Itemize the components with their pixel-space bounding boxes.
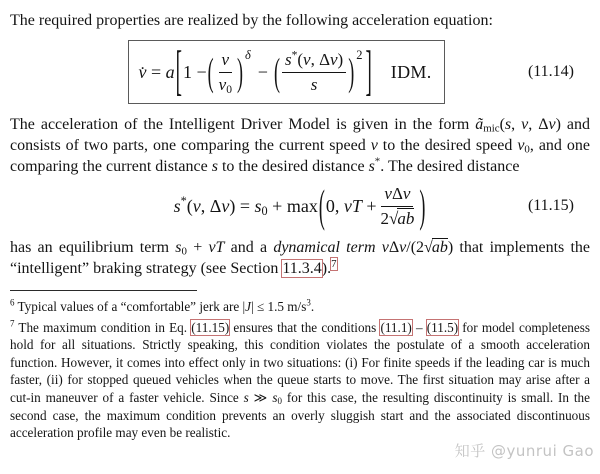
left-bracket: [ <box>175 41 182 103</box>
text-run: ) <box>337 50 344 70</box>
left-paren: ( <box>273 50 280 94</box>
footnote-marker: 6 <box>10 297 15 308</box>
text-run: v <box>221 50 230 70</box>
text-run: v̇ <box>138 61 147 82</box>
text-run: The acceleration of the Intelligent Driver Model is given in the form <box>10 116 476 133</box>
text-run: * <box>291 48 298 62</box>
text-run: ab <box>397 208 415 228</box>
text-run: has an equilibrium term <box>10 239 176 256</box>
footnote-7 <box>10 319 590 442</box>
eq-sstar-lhs <box>173 193 318 218</box>
text-run: ) and consists of two parts, one comparing the current speed <box>10 116 591 154</box>
fraction-numerator <box>219 50 233 72</box>
text-run: 2 <box>380 208 389 228</box>
footnote-6 <box>10 298 590 316</box>
fraction-denominator <box>308 73 321 94</box>
text-run: v <box>548 116 556 133</box>
text-run: 0, <box>325 195 344 216</box>
equation-11-15-row <box>10 178 590 234</box>
text-run: for this case, the resulting discontinuity is small. In the second case, the maximum condition prevents an overly sluggish start and the associated discontinuous acceleration profile may even be realistic. <box>10 389 591 441</box>
body-paragraph-idm <box>10 114 590 177</box>
right-paren: ) <box>236 50 243 94</box>
text-run: , Δ <box>310 50 330 70</box>
text-run: Δ <box>388 239 400 256</box>
footnote-separator-rule <box>10 290 197 291</box>
left-paren: ( <box>318 181 325 231</box>
text-run: s <box>243 389 249 405</box>
text-run: = <box>146 61 166 82</box>
text-run: * <box>180 193 187 208</box>
text-run: ã <box>475 116 484 133</box>
text-run: | <box>242 299 246 314</box>
text-run: 0 <box>226 82 232 96</box>
text-run: ( <box>186 195 193 216</box>
equation-number: (11.14) <box>527 63 574 80</box>
eq-ref-link[interactable]: (11.15) <box>191 319 230 335</box>
exponent-two: 2 <box>356 48 363 63</box>
text-run: v <box>221 195 230 216</box>
text-run: s <box>211 158 218 175</box>
fraction-numerator <box>282 50 346 72</box>
text-run: s <box>310 74 318 94</box>
equation-idm-frame <box>128 40 445 103</box>
text-run: ( <box>297 50 304 70</box>
text-run: v <box>399 239 407 256</box>
text-run: v <box>402 184 411 204</box>
text-run: v <box>218 74 227 94</box>
fraction-v-over-v0 <box>216 50 235 96</box>
text-run: . The desired distance <box>380 158 520 175</box>
text-run: v <box>517 137 525 154</box>
text-run: The maximum condition in Eq. <box>14 319 192 335</box>
text-run: ≫ <box>248 389 273 405</box>
text-run: √ <box>424 239 433 256</box>
text-run: for model completeness hold for all situations. Strictly speaking, this condition violates the postulate of a smooth acceleration function. However, it comes into effect only in two situations: (i) For finite speeds if the leading car is much faster, (ii) for stopped queued vehicles when the queue starts to move. The first situation may arise after a cut-in maneuver of a faster vehicle. Since <box>10 319 591 405</box>
text-run: s <box>173 195 181 216</box>
text-run: √ <box>388 208 399 228</box>
equation-sstar-body <box>173 181 427 231</box>
text-run: + <box>361 195 377 216</box>
text-run: 0 <box>524 143 530 156</box>
text-run: 3 <box>306 297 311 308</box>
text-run: , Δ <box>528 116 549 133</box>
text-run: Δ <box>391 184 403 204</box>
text-run: a <box>165 61 175 82</box>
text-run: Typical values of a “comfortable” jerk are <box>14 299 243 314</box>
text-run: 1 − <box>182 61 207 82</box>
intro-paragraph: The required properties are realized by the following acceleration equation: <box>10 12 493 29</box>
text-run: + <box>186 239 209 256</box>
footnote-ref-link[interactable]: 7 <box>331 257 337 270</box>
text-run: v <box>330 50 338 70</box>
text-run: vT <box>208 239 225 256</box>
watermark: 知乎 @yunrui Gao <box>454 442 594 460</box>
fraction-vdv-over-2sqrtab <box>377 184 417 227</box>
text-run: v <box>192 195 201 216</box>
text-run: , and one comparing the current distance <box>10 137 591 175</box>
footnote-marker: 7 <box>10 318 15 329</box>
text-run: ) that implements the “intelligent” braking strategy (see Section <box>10 239 591 277</box>
text-run: /(2 <box>406 239 425 256</box>
text-run: ab <box>431 239 448 256</box>
text-run: – <box>411 319 427 335</box>
text-run: s <box>254 195 262 216</box>
text-run: 0 <box>181 245 187 258</box>
text-run: J <box>245 299 252 314</box>
text-run: to the desired distance <box>217 158 369 175</box>
text-run: and a <box>224 239 274 256</box>
text-run: * <box>374 155 381 168</box>
text-run: | ≤ 1.5 m/s <box>251 299 307 314</box>
exponent-delta: δ <box>244 48 251 63</box>
text-run: s <box>504 116 512 133</box>
text-run: v <box>384 184 392 204</box>
minus-operator: − <box>257 61 268 82</box>
eq-ref-link[interactable]: (11.5) <box>426 319 459 335</box>
eq-sstar-zero-vt <box>326 196 377 217</box>
text-run: ). <box>321 260 332 277</box>
right-paren: ) <box>348 50 355 94</box>
fraction-sstar-over-s <box>282 50 346 93</box>
left-paren: ( <box>207 50 214 94</box>
text-run: v <box>521 116 529 133</box>
text-run: ) = <box>229 195 255 216</box>
eq-idm-one-minus <box>183 62 207 83</box>
text-run: s <box>175 239 182 256</box>
text-run: , Δ <box>200 195 222 216</box>
text-run: vT <box>343 195 362 216</box>
text-run: dynamical term <box>273 239 376 256</box>
section-ref-link[interactable]: 11.3.4 <box>282 260 322 277</box>
text-run: ( <box>499 116 505 133</box>
text-run: 0 <box>277 396 282 407</box>
text-run: . <box>310 299 315 314</box>
right-bracket: ] <box>365 41 372 103</box>
text-run: s <box>272 389 278 405</box>
text-run: s <box>284 50 292 70</box>
text-run: v <box>370 137 378 154</box>
text-run: + max <box>267 195 318 216</box>
text-run: 0 <box>261 203 268 218</box>
text-run: mic <box>483 122 500 135</box>
text-run: v <box>303 50 311 70</box>
idm-label: IDM. <box>390 61 432 82</box>
equation-number: (11.15) <box>527 197 574 214</box>
eq-ref-link[interactable]: (11.1) <box>380 319 412 335</box>
equation-11-14-row <box>10 39 590 105</box>
eq-idm-lhs <box>139 62 175 83</box>
text-run: , <box>511 116 522 133</box>
right-paren: ) <box>419 181 426 231</box>
body-paragraph-braking <box>10 237 590 279</box>
text-run: s <box>368 158 375 175</box>
text-run: ensures that the conditions <box>229 319 381 335</box>
text-run: v <box>381 239 389 256</box>
text-run: to the desired speed <box>377 137 518 154</box>
fraction-denominator <box>216 73 235 94</box>
fraction-numerator <box>381 184 413 206</box>
fraction-denominator <box>377 207 417 228</box>
